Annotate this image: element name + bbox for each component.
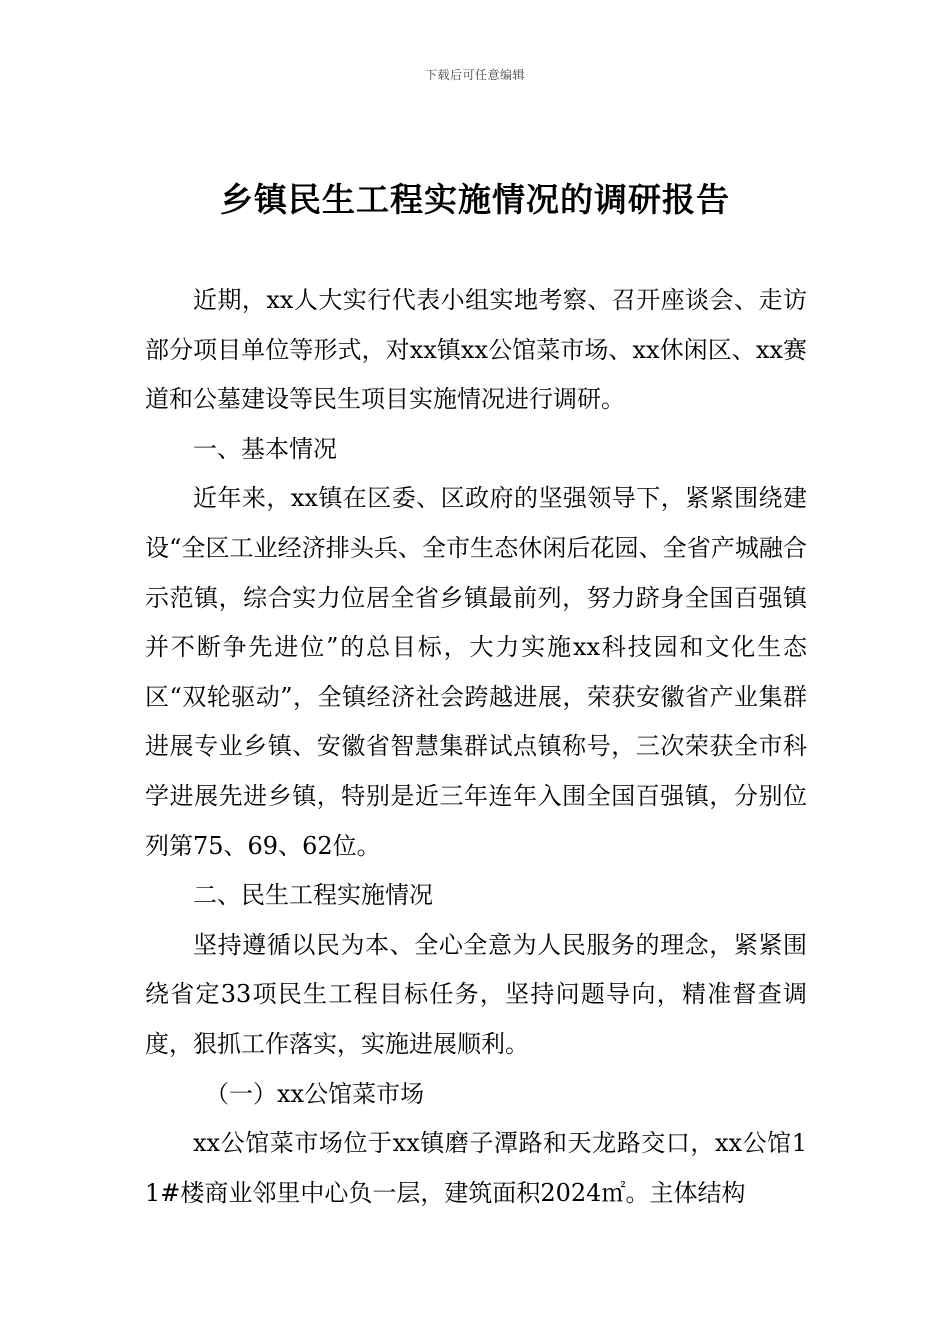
section-heading-implementation: 二、民生工程实施情况 xyxy=(193,881,433,910)
document-body xyxy=(145,276,807,1218)
subsection-heading-market: （一）xx公馆菜市场 xyxy=(205,1079,425,1108)
implementation-paragraph: 坚持遵循以民为本、全心全意为人民服务的理念，紧紧围绕省定33项民生工程目标任务，坚持问题导向，精准督查调度，狠抓工作落实，实施进展顺利。 xyxy=(145,930,807,1058)
basic-situation-paragraph: 近年来，xx镇在区委、区政府的坚强领导下，紧紧围绕建设“全区工业经济排头兵、全市生态休闲后花园、全省产城融合示范镇，综合实力位居全省乡镇最前列，努力跻身全国百强镇并不断争先进位”的总目标，大力实施xx科技园和文化生态区“双轮驱动”，全镇经济社会跨越进展，荣获安徽省产业集群进展专业乡镇、安徽省智慧集群试点镇称号，三次荣获全市科学进展先进乡镇，特别是近三年连年入围全国百强镇，分别位列第75、69、62位。 xyxy=(145,484,807,860)
header-note: 下载后可任意编辑 xyxy=(424,68,525,82)
market-paragraph: xx公馆菜市场位于xx镇磨子潭路和天龙路交口，xx公馆11#楼商业邻里中心负一层，建筑面积2024㎡。主体结构 xyxy=(145,1129,807,1207)
document-title: 乡镇民生工程实施情况的调研报告 xyxy=(220,180,730,219)
section-heading-basic: 一、基本情况 xyxy=(193,434,337,463)
intro-paragraph: 近期，xx人大实行代表小组实地考察、召开座谈会、走访部分项目单位等形式，对xx镇xx公馆菜市场、xx休闲区、xx赛道和公墓建设等民生项目实施情况进行调研。 xyxy=(145,286,807,414)
